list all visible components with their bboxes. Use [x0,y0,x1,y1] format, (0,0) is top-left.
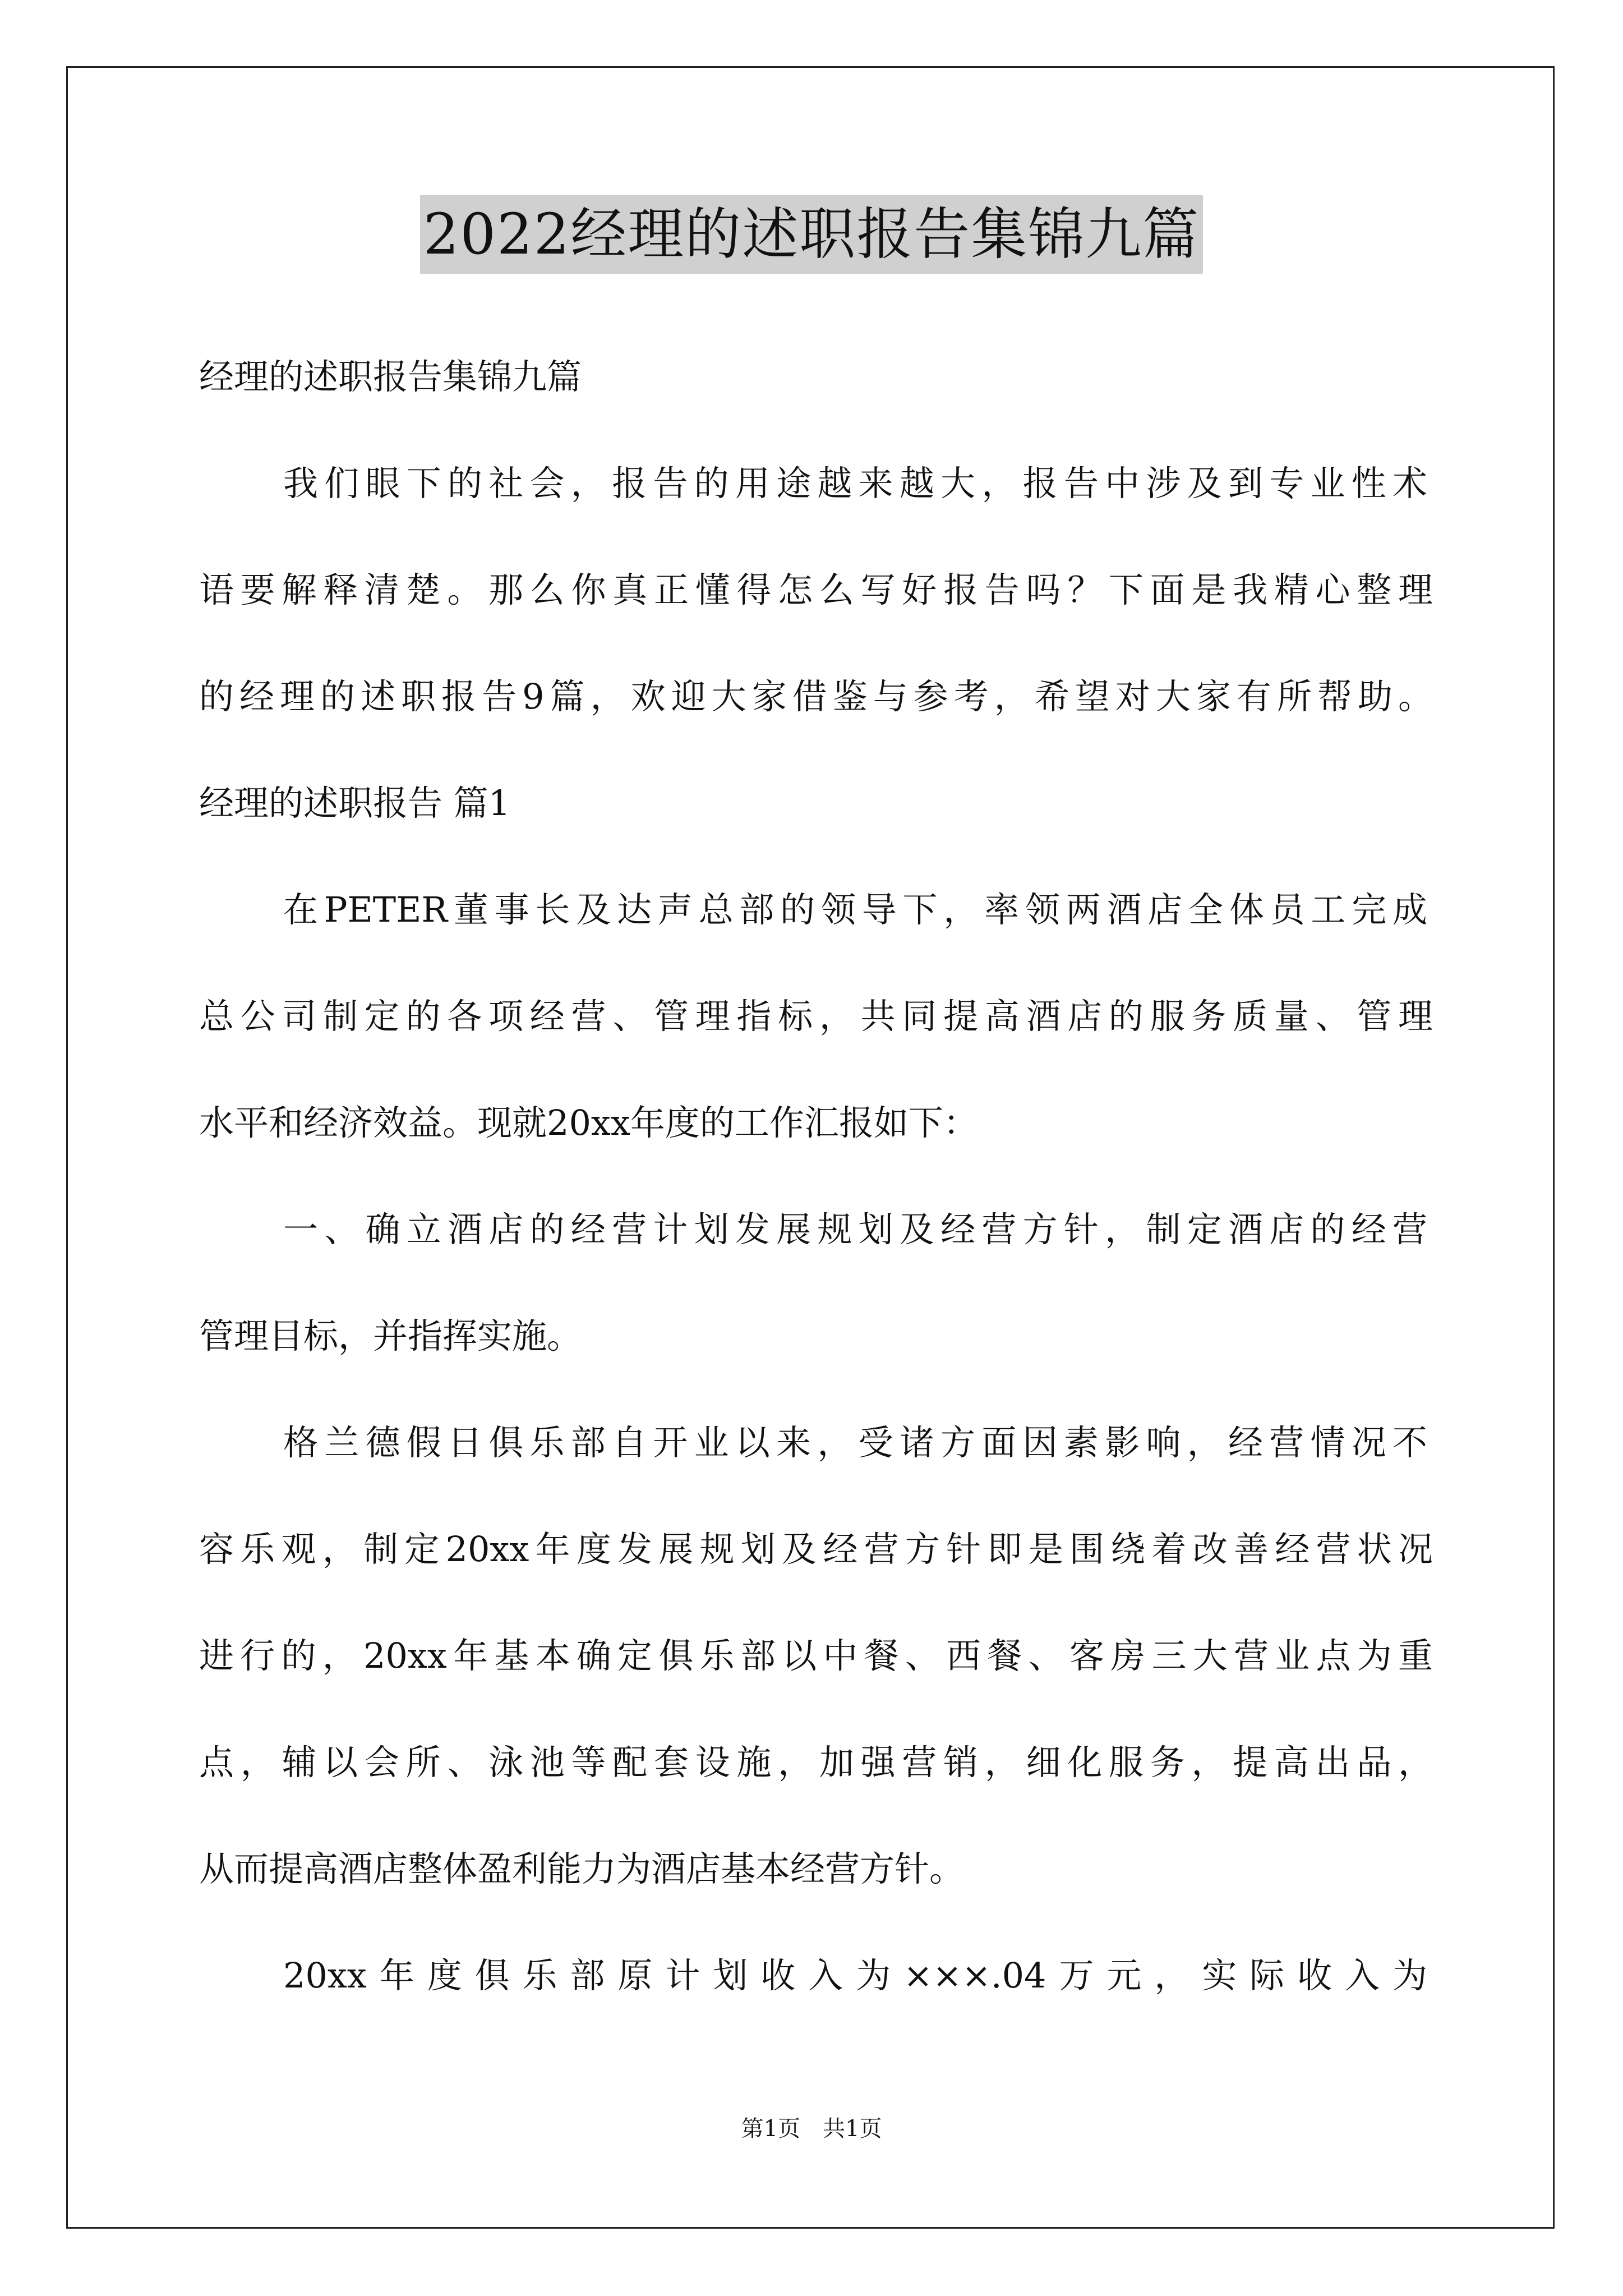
paragraph-line: 一、确立酒店的经营计划发展规划及经营方针，制定酒店的经营 [283,1209,1427,1250]
paragraph-line: 管理目标，并指挥实施。 [199,1315,582,1356]
title-container [0,195,1623,274]
paragraph-line: 容乐观，制定20xx年度发展规划及经营方针即是围绕着改善经营状况 [199,1529,1433,1570]
document-title: 2022经理的述职报告集锦九篇 [420,195,1204,274]
paragraph-line: 20xx年度俱乐部原计划收入为×××.04万元，实际收入为 [283,1955,1427,1996]
paragraph-line: 进行的，20xx年基本确定俱乐部以中餐、西餐、客房三大营业点为重 [199,1635,1433,1676]
paragraph-line: 总公司制定的各项经营、管理指标，共同提高酒店的服务质量、管理 [199,996,1433,1037]
paragraph-line: 从而提高酒店整体盈利能力为酒店基本经营方针。 [199,1848,965,1889]
paragraph-line: 在PETER董事长及达声总部的领导下，率领两酒店全体员工完成 [283,889,1427,930]
subtitle-line: 经理的述职报告集锦九篇 [199,356,582,397]
paragraph-line: 格兰德假日俱乐部自开业以来，受诸方面因素影响，经营情况不 [283,1422,1427,1463]
paragraph-line: 语要解释清楚。那么你真正懂得怎么写好报告吗？下面是我精心整理 [199,569,1433,610]
paragraph-line: 的经理的述职报告9篇，欢迎大家借鉴与参考，希望对大家有所帮助。 [199,676,1433,717]
paragraph-line: 点，辅以会所、泳池等配套设施，加强营销，细化服务，提高出品， [199,1742,1433,1783]
paragraph-line: 我们眼下的社会，报告的用途越来越大，报告中涉及到专业性术 [283,463,1427,504]
section-heading: 经理的述职报告 篇1 [199,783,511,823]
paragraph-line: 水平和经济效益。现就20xx年度的工作汇报如下： [199,1102,978,1143]
page-footer: 第1页 共1页 [741,2116,882,2142]
